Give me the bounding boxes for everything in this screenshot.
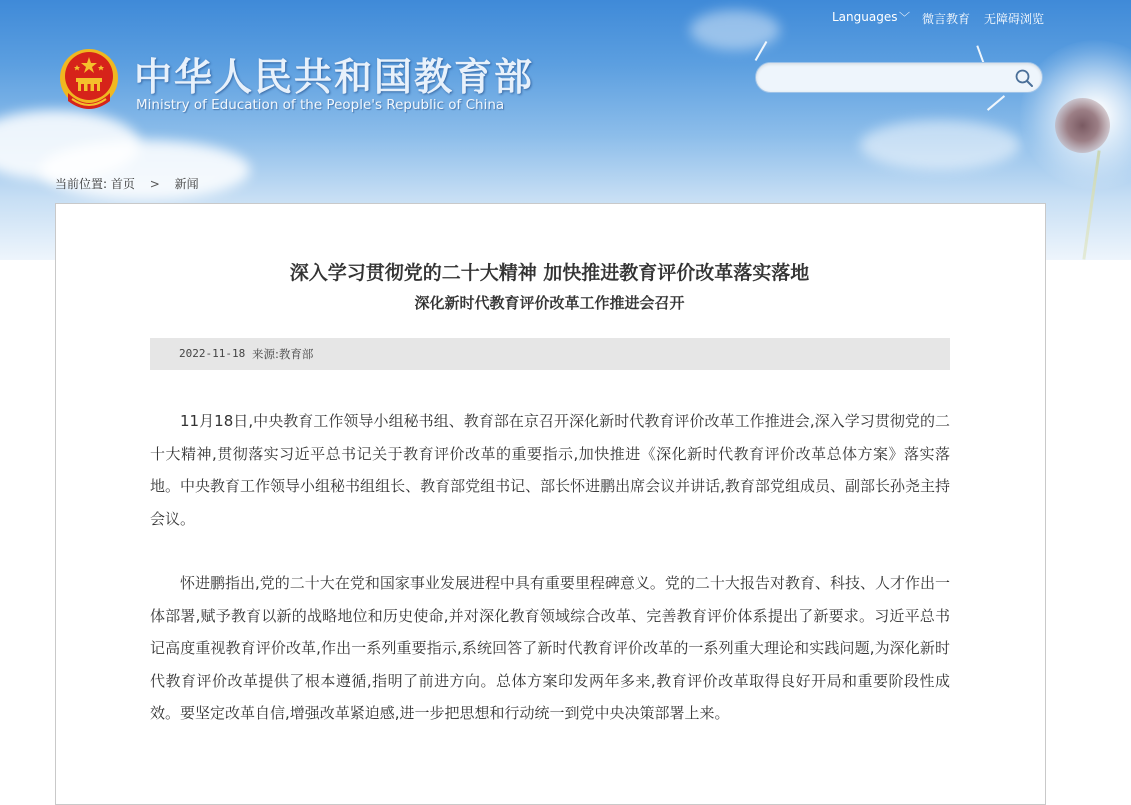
- weiyan-link[interactable]: 微言教育: [922, 12, 971, 26]
- article-subtitle: 深化新时代教育评价改革工作推进会召开: [414, 294, 685, 312]
- cloud-decoration: [860, 120, 1020, 170]
- article-body: [150, 405, 950, 762]
- breadcrumb-label: 当前位置:: [55, 177, 108, 191]
- article-paragraph: 11月18日,中央教育工作领导小组秘书组、教育部在京召开深化新时代教育评价改革工作推进会,深入学习贯彻党的二十大精神,贯彻落实习近平总书记关于教育评价改革的重要指示,加快推进《深化新时代教育评价改革总体方案》落实落地。中央教育工作领导小组秘书组组长、教育部党组书记、部长怀进鹏出席会议并讲话,教育部党组成员、副部长孙尧主持会议。: [150, 412, 950, 528]
- article-meta-bar: [150, 338, 950, 370]
- chevron-down-icon[interactable]: ﹀: [899, 11, 910, 24]
- dandelion-core-decoration: [1055, 98, 1110, 153]
- languages-link[interactable]: Languages: [832, 10, 898, 24]
- dandelion-seed-decoration: [987, 95, 1005, 111]
- search-icon[interactable]: [1014, 68, 1034, 88]
- breadcrumb: [55, 175, 199, 192]
- search-input[interactable]: [768, 67, 1012, 89]
- article-source: 来源:教育部: [252, 347, 314, 361]
- accessibility-link[interactable]: 无障碍浏览: [984, 12, 1045, 26]
- search-box: [755, 62, 1043, 93]
- site-title-en[interactable]: Ministry of Education of the People's Republic of China: [136, 97, 505, 113]
- article-date: 2022-11-18: [179, 347, 246, 360]
- site-title-cn[interactable]: 中华人民共和国教育部: [134, 55, 535, 99]
- breadcrumb-home[interactable]: 首页: [110, 177, 135, 191]
- article-title: 深入学习贯彻党的二十大精神 加快推进教育评价改革落实落地: [289, 262, 810, 284]
- article-paragraph: 怀进鹏指出,党的二十大在党和国家事业发展进程中具有重要里程碑意义。党的二十大报告对教育、科技、人才作出一体部署,赋予教育以新的战略地位和历史使命,并对深化教育领域综合改革、完善教育评价体系提出了新要求。习近平总书记高度重视教育评价改革,作出一系列重要指示,系统回答了新时代教育评价改革的一系列重大理论和实践问题,为深化新时代教育评价改革提供了根本遵循,指明了前进方向。总体方案印发两年多来,教育评价改革取得良好开局和重要阶段性成效。要坚定改革自信,增强改革紧迫感,进一步把思想和行动统一到党中央决策部署上来。: [150, 574, 950, 722]
- breadcrumb-current[interactable]: 新闻: [174, 177, 199, 191]
- national-emblem-icon[interactable]: [58, 47, 120, 113]
- chevron-right-icon: >: [149, 177, 160, 191]
- cloud-decoration: [690, 10, 780, 50]
